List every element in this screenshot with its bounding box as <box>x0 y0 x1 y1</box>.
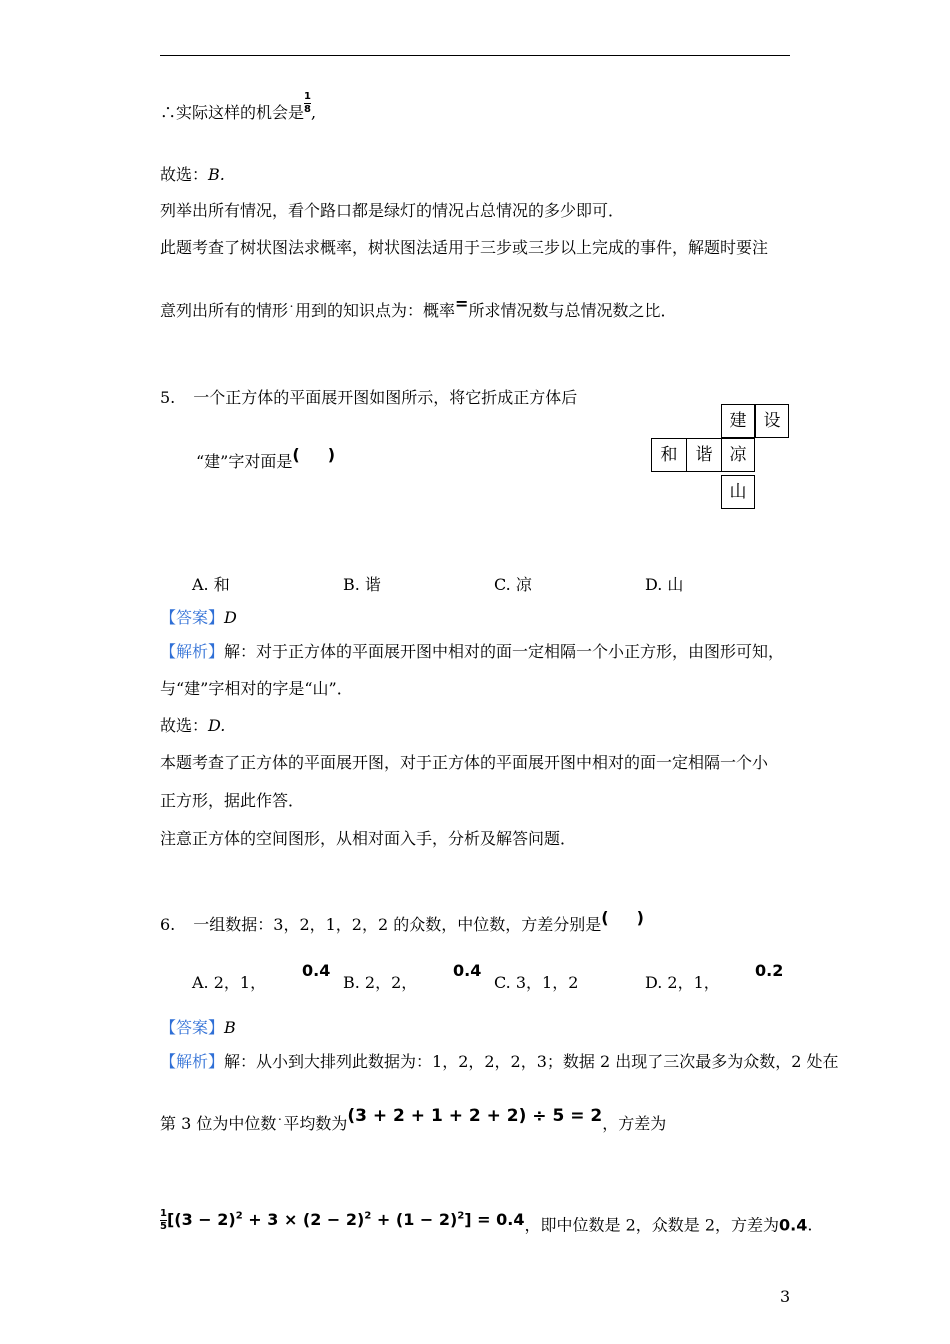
q5-option-a: A. 和 <box>192 575 230 594</box>
q6-variance-line: $\frac{1}{5}$ $[(3 - 2)^2 + 3 \times (2 - 2)^2 + (1 - 2)^2] = 0.4$，即中位数是 2，众数是 2，方差为0.4. <box>160 1208 813 1235</box>
fraction-one-eighth: $\frac{1}{8}$ <box>304 91 311 115</box>
q6-option-d-value: 0.2 <box>755 961 784 980</box>
q6-option-c: C. 3，1，2 <box>494 973 579 992</box>
q6-option-a-value: 0.4 <box>302 961 331 980</box>
q5-analysis2: 与“建”字相对的字是“山”． <box>160 679 353 698</box>
q5-answer: 【答案】D <box>160 608 237 627</box>
page-number: 3 <box>780 1287 791 1306</box>
q4-choose: 故选：B. <box>160 165 225 184</box>
q5-analysis1: 【解析】解：对于正方体的平面展开图中相对的面一定相隔一个小正方形，由图形可知， <box>160 642 785 661</box>
q6-analysis1: 【解析】解：从小到大排列此数据为：1，2，2，2，3；数据 2 出现了三次最多为众数，2 处在 <box>160 1052 839 1071</box>
variance-expression: $\frac{1}{5}$ $[(3 - 2)^2 + 3 \times (2 - 2)^2 + (1 - 2)^2] = 0.4$ <box>160 1208 525 1233</box>
net-cell-xie: 谐 <box>686 438 722 472</box>
net-cell-he: 和 <box>651 438 687 472</box>
mean-expression: (3 + 2 + 1 + 2 + 2) ÷ 5 = 2 <box>347 1106 603 1126</box>
q6-option-b: B. 2，2， <box>343 973 418 992</box>
q6-analysis2: 第 3 位为中位数˙平均数为(3 + 2 + 1 + 2 + 2) ÷ 5 = 2，方差为 <box>160 1106 667 1133</box>
q6-option-d: D. 2，1， <box>645 973 720 992</box>
net-cell-shan: 山 <box>721 475 755 509</box>
q5-option-d: D. 山 <box>645 575 684 594</box>
q5-stem: 5. 一个正方体的平面展开图如图所示，将它折成正方体后 <box>160 388 578 407</box>
therefore-line: ∴实际这样的机会是 $\frac{1}{8}$ , <box>160 91 317 122</box>
q6-option-b-value: 0.4 <box>453 961 482 980</box>
q5-note3: 注意正方体的空间图形，从相对面入手，分析及解答问题． <box>160 829 577 848</box>
q5-option-c: C. 凉 <box>494 575 532 594</box>
net-cell-jian: 建 <box>721 404 755 438</box>
q5-stem2: “建”字对面是( ) <box>196 445 335 471</box>
q4-line3: 意列出所有的情形˙用到的知识点为：概率=所求情况数与总情况数之比． <box>160 294 677 320</box>
q5-note1: 本题考查了正方体的平面展开图，对于正方体的平面展开图中相对的面一定相隔一个小 <box>160 753 769 772</box>
net-cell-liang: 凉 <box>721 438 755 472</box>
q5-note2: 正方形，据此作答． <box>160 791 305 810</box>
q6-option-a: A. 2，1， <box>192 973 267 992</box>
q6-stem: 6. 一组数据：3，2，1，2，2 的众数，中位数，方差分别是( ) <box>160 908 644 934</box>
q6-answer: 【答案】B <box>160 1018 236 1037</box>
q5-option-b: B. 谐 <box>343 575 381 594</box>
q4-line1: 列举出所有情况，看个路口都是绿灯的情况占总情况的多少即可． <box>160 201 625 220</box>
fraction-one-fifth: $\frac{1}{5}$ <box>160 1208 167 1233</box>
header-rule <box>160 55 790 56</box>
q4-line2: 此题考查了树状图法求概率，树状图法适用于三步或三步以上完成的事件，解题时要注 <box>160 238 769 257</box>
q5-choose: 故选：D. <box>160 716 226 735</box>
net-cell-she: 设 <box>755 404 789 438</box>
